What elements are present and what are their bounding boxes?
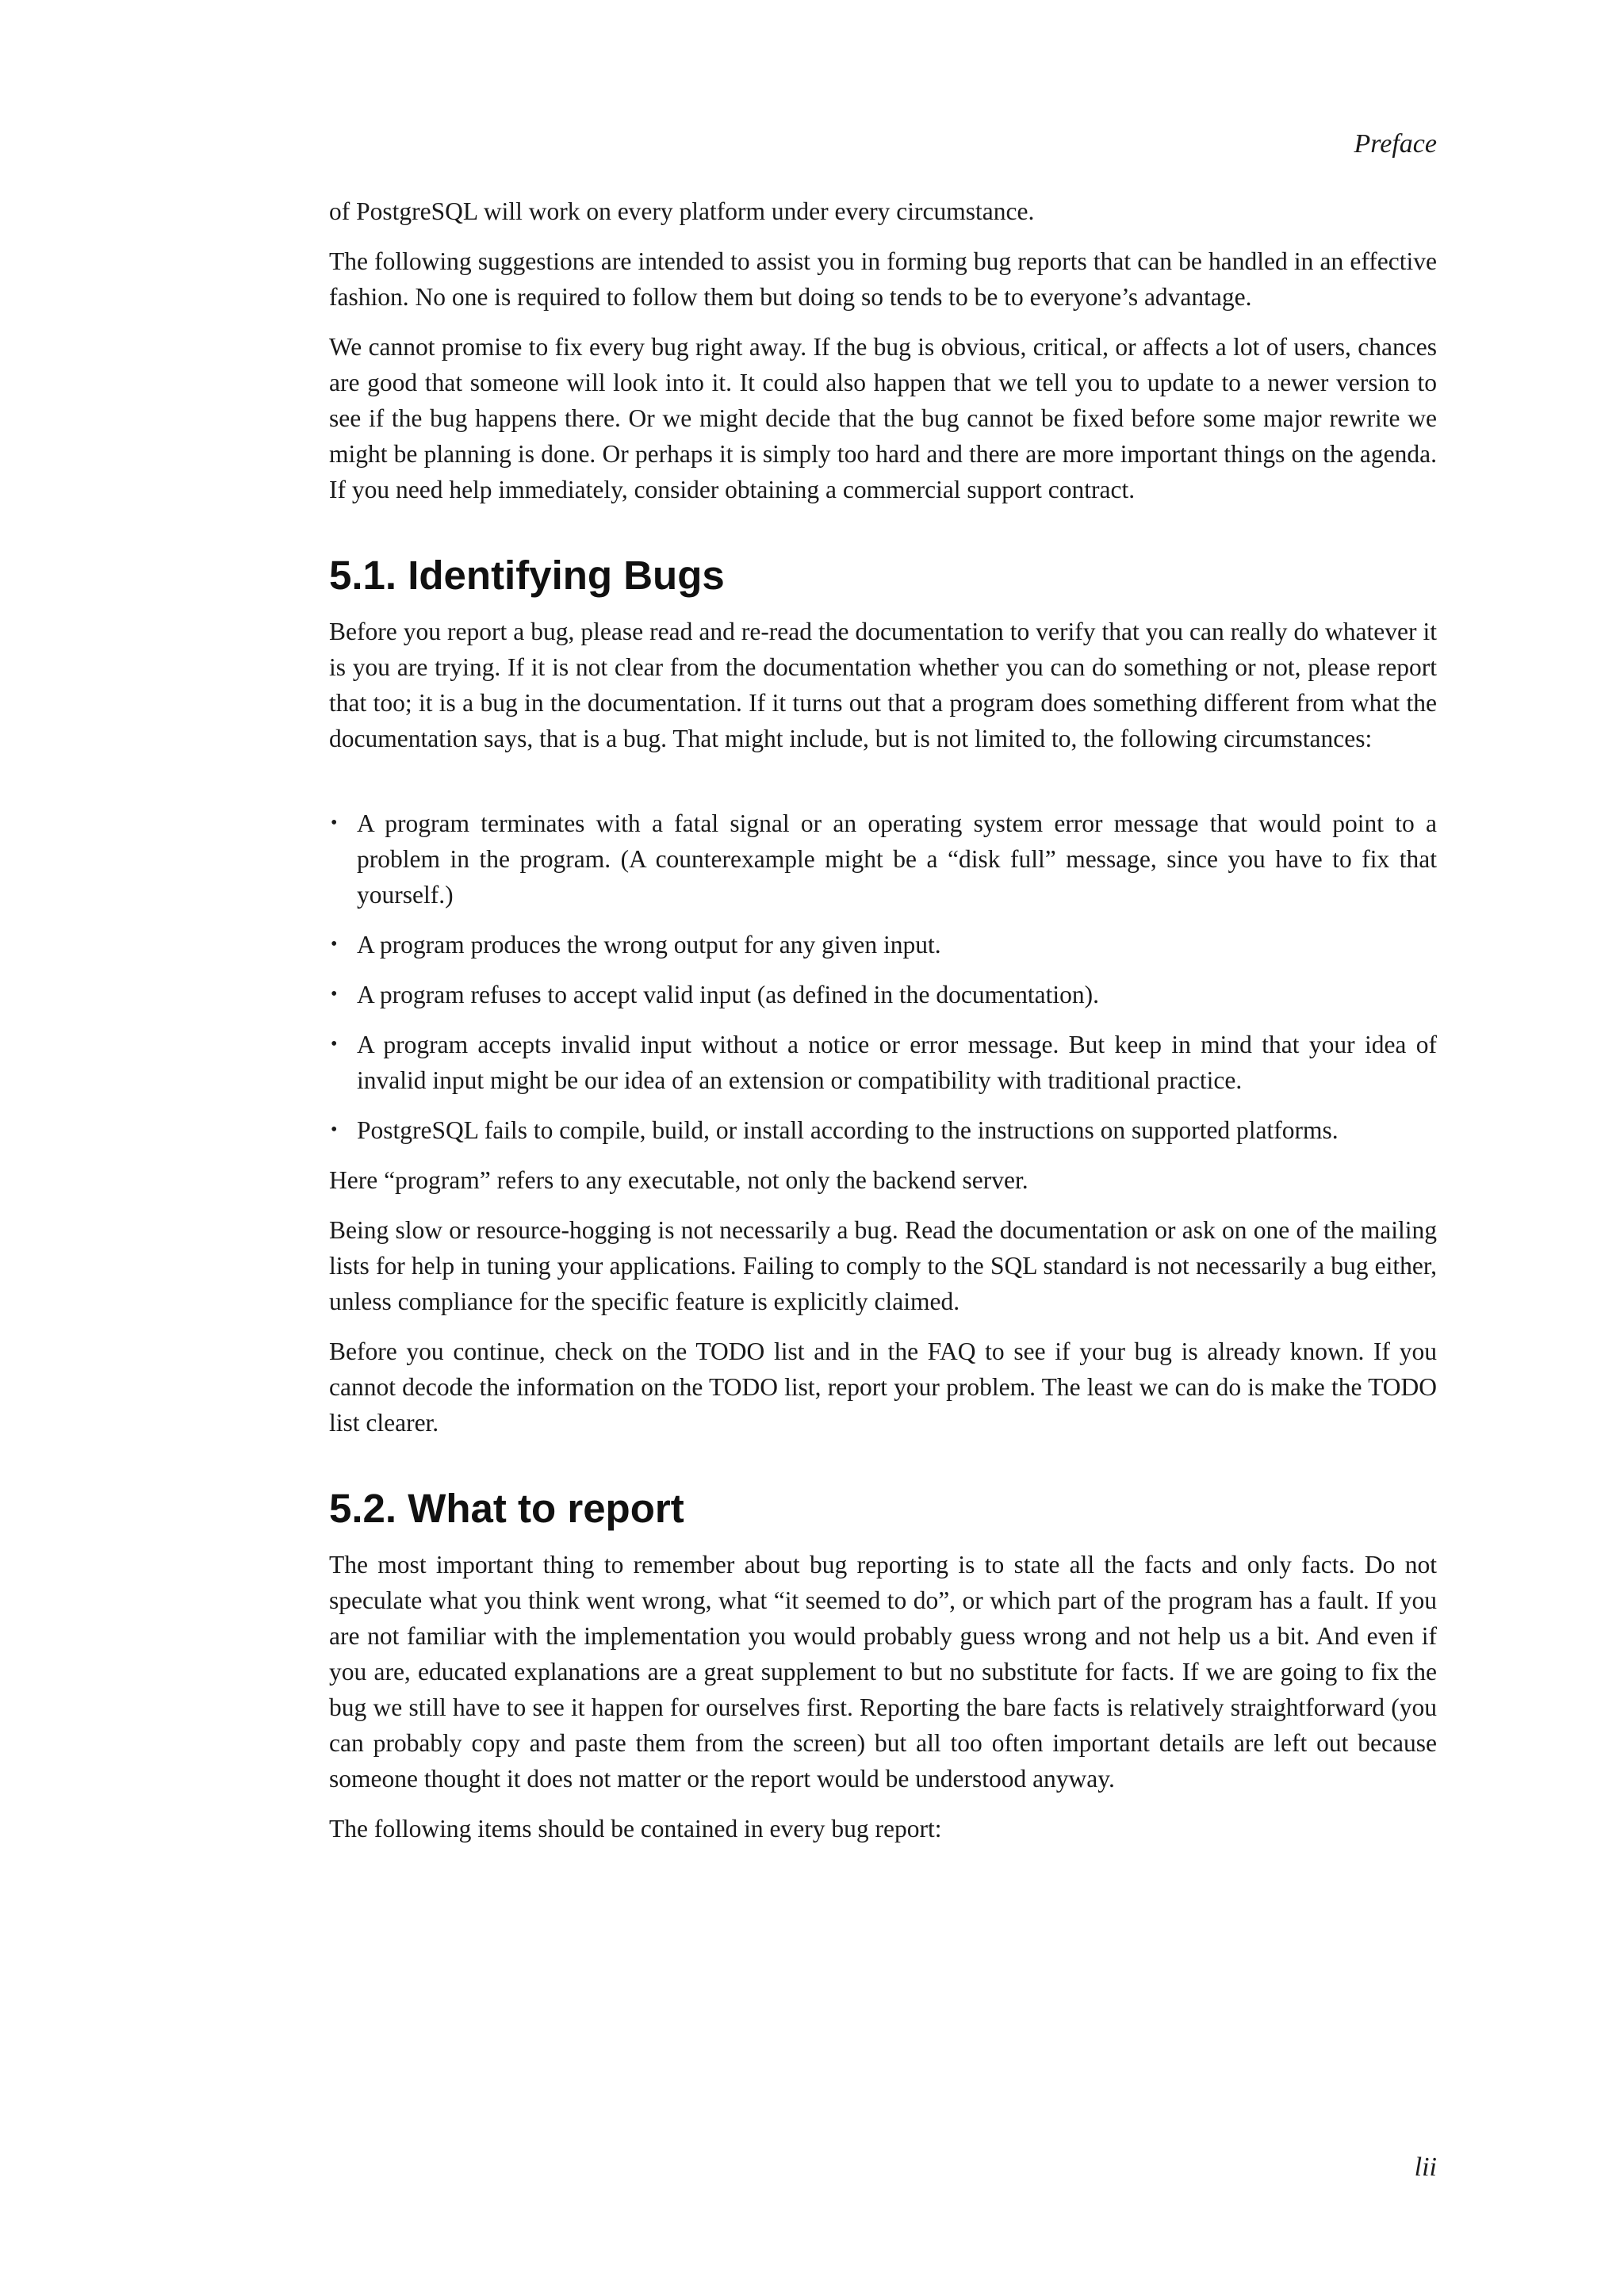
intro-paragraph-1: of PostgreSQL will work on every platform under every circumstance. <box>329 197 1035 225</box>
section-heading-identifying-bugs: 5.1. Identifying Bugs <box>329 553 725 598</box>
section2-paragraph-1: The most important thing to remember about bug reporting is to state all the facts and only facts. Do not speculate what you think went wrong, what “it seemed to do”, or which part of the program has a fault. If you are not familiar with the implementation you would probably guess wrong and not help us a bit. And even if you are, educated explanations are a great supplement to but no substitute for facts. If we are going to fix the bug we still have to see it happen for ourselves first. Reporting the bare facts is relatively straightforward (you can probably copy and paste them from the screen) but all too often important details are left out because someone thought it does not matter or the report would be understood anyway. <box>329 1551 1437 1793</box>
section1-paragraph-4: Before you continue, check on the TODO list and in the FAQ to see if your bug is already known. If you cannot decode the information on the TODO list, report your problem. The least we can do is make the TODO list clearer. <box>329 1337 1437 1437</box>
section1-paragraph-2: Here “program” refers to any executable, not only the backend server. <box>329 1166 1028 1194</box>
list-item <box>329 927 1437 962</box>
list-item-text: A program terminates with a fatal signal or an operating system error message that would point to a problem in the program. (A counterexample might be a “disk full” message, since you have to fix that yourself.) <box>357 809 1437 909</box>
bullet-icon: • <box>331 984 338 1004</box>
list-item-text: A program refuses to accept valid input (as defined in the documentation). <box>357 981 1099 1008</box>
list-item-text: A program produces the wrong output for any given input. <box>357 931 941 959</box>
list-item-text: PostgreSQL fails to compile, build, or install according to the instructions on supported platforms. <box>357 1116 1339 1144</box>
page-body <box>329 193 1437 1861</box>
intro-paragraph-3: We cannot promise to fix every bug right away. If the bug is obvious, critical, or affects a lot of users, chances are good that someone will look into it. It could also happen that we tell you to update to a newer version to see if the bug happens there. Or we might decide that the bug cannot be fixed before some major rewrite we might be planning is done. Or perhaps it is simply too hard and there are more important things on the agenda. If you need help immediately, consider obtaining a commercial support contract. <box>329 333 1437 503</box>
bullet-icon: • <box>331 1034 338 1054</box>
intro-paragraph-2: The following suggestions are intended to assist you in forming bug reports that can be handled in an effective fashion. No one is required to follow them but doing so tends to be to everyone’s advantage. <box>329 247 1437 311</box>
list-item <box>329 806 1437 913</box>
section-heading-what-to-report: 5.2. What to report <box>329 1486 684 1531</box>
list-item <box>329 1112 1437 1148</box>
list-item <box>329 1027 1437 1098</box>
section1-paragraph-1: Before you report a bug, please read and re-read the documentation to verify that you can really do whatever it is you are trying. If it is not clear from the documentation whether you can do something or not, please report that too; it is a bug in the documentation. If it turns out that a program does something different from what the documentation says, that is a bug. That might include, but is not limited to, the following circumstances: <box>329 618 1437 752</box>
bullet-icon: • <box>331 813 338 833</box>
list-item <box>329 977 1437 1012</box>
bullet-icon: • <box>331 934 338 955</box>
running-header: Preface <box>1354 129 1437 159</box>
bullet-icon: • <box>331 1119 338 1140</box>
bug-circumstances-list <box>329 806 1437 1148</box>
section2-paragraph-2: The following items should be contained in every bug report: <box>329 1815 942 1843</box>
list-item-text: A program accepts invalid input without a notice or error message. But keep in mind that your idea of invalid input might be our idea of an extension or compatibility with traditional practice. <box>357 1031 1437 1094</box>
document-page <box>329 0 1437 2296</box>
section1-paragraph-3: Being slow or resource-hogging is not necessarily a bug. Read the documentation or ask on one of the mailing lists for help in tuning your applications. Failing to comply to the SQL standard is not necessarily a bug either, unless compliance for the specific feature is explicitly claimed. <box>329 1216 1437 1315</box>
page-number: lii <box>1414 2152 1437 2182</box>
